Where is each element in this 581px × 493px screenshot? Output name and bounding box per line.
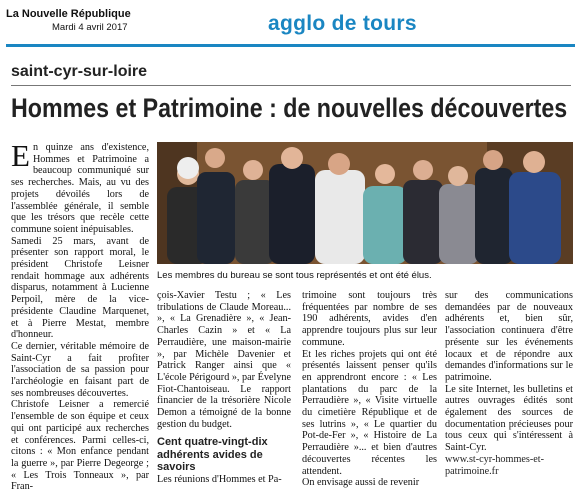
masthead [6, 6, 575, 46]
paragraph: On envisage aussi de revenir [302, 477, 420, 489]
town-label: saint-cyr-sur-loire [11, 63, 148, 80]
issue-date: Mardi 4 avril 2017 [52, 22, 128, 33]
section-title: agglo de tours [268, 12, 417, 35]
paragraph: Et les riches projets qui ont été présentés laissent penser qu'ils en apprendront encore : « Les plantations du parc de la Perraudière », « Visite virtuelle du cimetière République et de ses lutrins », « Le quartier du Pot-de-Fer », « Histoire de La Perraudière »... et bien d'autres découvertes récentes les attendent. [302, 348, 437, 477]
website-link[interactable]: www.st-cyr-hommes-et-patrimoine.fr [445, 453, 544, 477]
group-photo [157, 142, 573, 264]
article-headline: Hommes et Patrimoine : de nouvelles découvertes [11, 93, 568, 123]
section-rule [6, 44, 575, 47]
article-column-4 [445, 290, 573, 477]
paragraph: trimoine sont toujours très fréquentées par nombre de ses 190 adhérents, avides d'en apprendre toujours plus sur leur commune. [302, 290, 437, 348]
town-rule [11, 85, 571, 86]
paragraph: Samedi 25 mars, avant de présenter son rapport moral, le président Christofe Leisner rendait hommage aux adhérents disparus, notamment à Lucienne Perpoil, mère de la vice-présidente Claudine Marquenet, et à Pierre Mestat, membre d'honneur. [11, 235, 149, 341]
article-column-2 [157, 290, 291, 486]
article-subheading: Cent quatre-vingt-dix adhérents avides de savoirs [157, 436, 268, 474]
paragraph: Le site Internet, les bulletins et autres ouvrages édités sont également des sources de documentation précieuses pour tous ceux qui s'intéressent à Saint-Cyr. [445, 383, 573, 454]
article-column-1 [11, 138, 149, 493]
paragraph: n quinze ans d'existence, Hommes et Patrimoine a beaucoup communiqué sur ses recherches. Mais, au vu des projets dévoilés lors de l'assemblée générale, il semble que les trésors que recèle cette commune soient inépuisables. [11, 142, 149, 235]
paragraph: Christofe Leisner a remercié l'ensemble de son équipe et ceux qui ont participé aux recherches et conférences. Parmi celles-ci, citons : « Mon enfance pendant la guerre », par Pierre Degeorge ; « Les Trois Tonneaux », par Fran- [11, 399, 149, 493]
photo-caption: Les membres du bureau se sont tous représentés et ont été élus. [157, 270, 432, 281]
group-photo-illustration [157, 142, 573, 264]
drop-cap: E [11, 138, 30, 173]
paragraph: çois-Xavier Testu ; « Les tribulations de Claude Moreau... », « La Grenadière », « Jean-Charles Cazin » et « La Perraudière, une maison-mairie », par Michèle Davenier et Patrick Ranger ainsi que « L'école Périgourd », par Évelyne Fiot-Chantoiseau. Le rapport financier de la trésorière Nicole Demon a témoigné de la bonne gestion du budget. [157, 290, 291, 430]
paragraph: Ce dernier, véritable mémoire de Saint-Cyr a fait profiter l'association de sa passion pour l'archéologie en faisant part de ses nombreuses découvertes. [11, 340, 149, 399]
article-column-3 [302, 290, 437, 489]
paragraph: Les réunions d'Hommes et Pa- [157, 473, 282, 485]
newspaper-name: La Nouvelle République [6, 8, 131, 20]
paragraph: sur des communications demandées par de nouveaux adhérents et, bien sûr, l'association continuera d'être présente sur les événements locaux et de répondre aux demandes d'informations sur le patrimoine. [445, 290, 573, 383]
